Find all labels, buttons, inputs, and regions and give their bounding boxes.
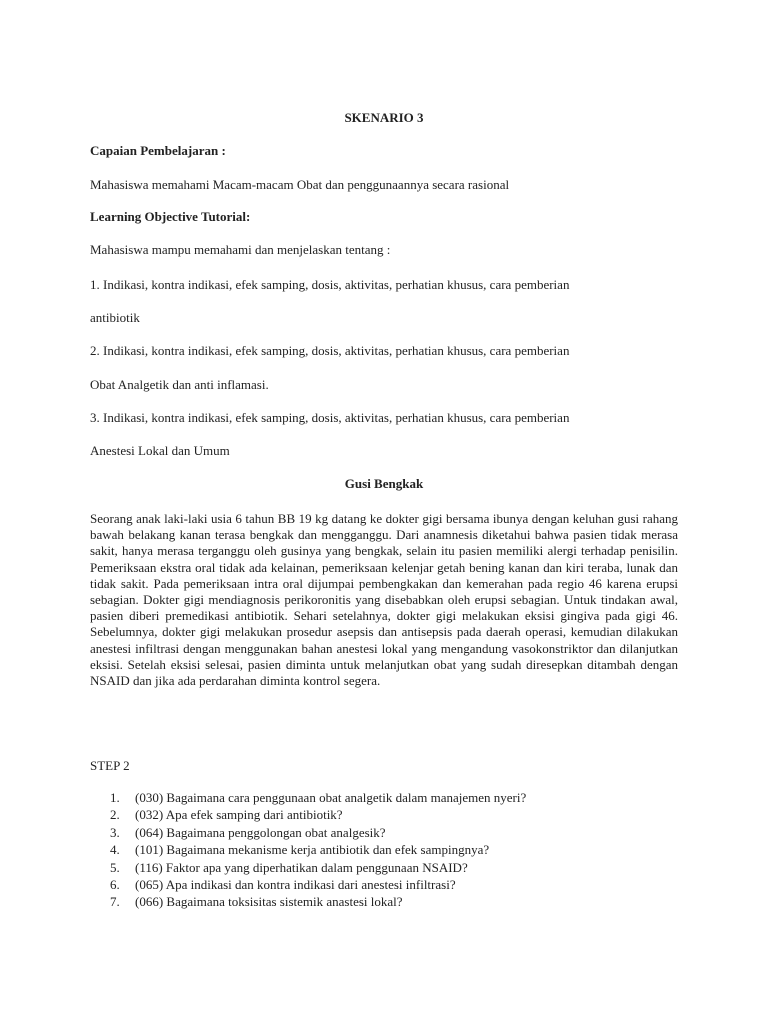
- step-heading: STEP 2: [90, 758, 130, 773]
- list-item-text: (064) Bagaimana penggolongan obat analgesik?: [135, 824, 386, 840]
- document-page: [90, 0, 678, 1024]
- objective-item-3-line-1: 3. Indikasi, kontra indikasi, efek samping, dosis, aktivitas, perhatian khusus, cara pemberian: [90, 410, 570, 425]
- objective-item-2-line-1: 2. Indikasi, kontra indikasi, efek samping, dosis, aktivitas, perhatian khusus, cara pemberian: [90, 343, 570, 358]
- objective-item-1-line-2: antibiotik: [90, 310, 140, 325]
- list-item: [110, 876, 670, 893]
- list-item-number: 2.: [110, 807, 120, 823]
- list-item-text: (032) Apa efek samping dari antibiotik?: [135, 807, 343, 823]
- capaian-text: Mahasiswa memahami Macam-macam Obat dan penggunaannya secara rasional: [90, 177, 510, 192]
- objective-item-1-line-1: 1. Indikasi, kontra indikasi, efek samping, dosis, aktivitas, perhatian khusus, cara pemberian: [90, 277, 570, 292]
- objective-item-3-line-2: Anestesi Lokal dan Umum: [90, 443, 230, 458]
- list-item-text: (030) Bagaimana cara penggunaan obat analgetik dalam manajemen nyeri?: [135, 790, 527, 805]
- list-item: [110, 824, 670, 841]
- list-item-number: 1.: [110, 790, 120, 805]
- learning-objective-heading: Learning Objective Tutorial:: [90, 209, 251, 224]
- list-item-text: (116) Faktor apa yang diperhatikan dalam penggunaan NSAID?: [135, 859, 468, 875]
- list-item-text: (101) Bagaimana mekanisme kerja antibiotik dan efek sampingnya?: [135, 842, 490, 858]
- list-item-number: 5.: [110, 859, 120, 875]
- list-item-text: (066) Bagaimana toksisitas sistemik anastesi lokal?: [135, 894, 403, 910]
- list-item: [110, 859, 670, 876]
- list-item: [110, 893, 670, 910]
- list-item-number: 4.: [110, 842, 120, 858]
- learning-objective-intro: Mahasiswa mampu memahami dan menjelaskan tentang :: [90, 242, 391, 257]
- list-item-number: 6.: [110, 877, 120, 893]
- case-paragraph: Seorang anak laki-laki usia 6 tahun BB 19 kg datang ke dokter gigi bersama ibunya dengan keluhan gusi rahang bawah belakang kanan terasa bengkak dan mengganggu. Dari anamnesis diketahui bahwa pasien tidak merasa sakit, hanya merasa terganggu oleh gusinya yang bengkak, selain itu pasien memiliki alergi terhadap penisilin. Pemeriksaan ekstra oral tidak ada kelainan, pemeriksaan kelenjar getah bening kanan dan kiri teraba, lunak dan tidak sakit. Pada pemeriksaan intra oral dijumpai pembengkakan dan kemerahan pada regio 46 karena erupsi sebagian. Dokter gigi mendiagnosis perikoronitis yang disebabkan oleh erupsi sebagian. Untuk tindakan awal, pasien diberi premedikasi antibiotik. Sehari setelahnya, dokter gigi melakukan eksisi gingiva pada gigi 46. Sebelumnya, dokter gigi melakukan prosedur asepsis dan antisepsis pada daerah operasi, kemudian dilakukan anestesi infiltrasi dengan menggunakan bahan anestesi lokal yang mengandung vasokonstriktor dan dilanjutkan eksisi. Setelah eksisi selesai, pasien diminta untuk melanjutkan obat yang sudah diresepkan ditambah dengan NSAID dan jika ada perdarahan diminta kontrol segera.: [90, 511, 678, 689]
- list-item-number: 7.: [110, 894, 120, 910]
- list-item: [110, 841, 670, 858]
- list-item: [110, 789, 670, 806]
- objective-item-2-line-2: Obat Analgetik dan anti inflamasi.: [90, 377, 269, 392]
- list-item: [110, 806, 670, 823]
- question-list: [110, 789, 670, 911]
- capaian-heading: Capaian Pembelajaran :: [90, 143, 226, 158]
- document-title: SKENARIO 3: [344, 110, 424, 125]
- list-item-text: (065) Apa indikasi dan kontra indikasi dari anestesi infiltrasi?: [135, 877, 456, 893]
- case-title: Gusi Bengkak: [344, 476, 424, 491]
- list-item-number: 3.: [110, 824, 120, 840]
